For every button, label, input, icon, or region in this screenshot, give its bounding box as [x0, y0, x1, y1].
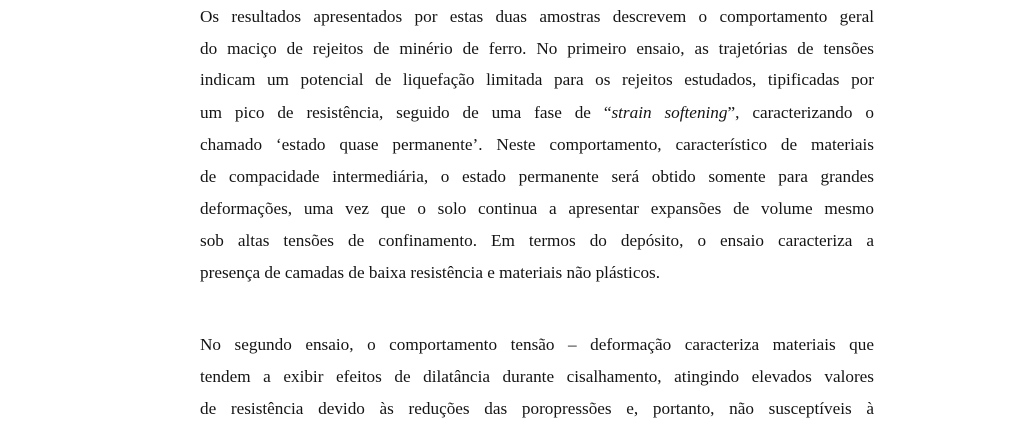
text-line: tendem a exibir efeitos de dilatância durante cisalhamento, atingindo elevados valores [200, 367, 874, 386]
text-line: chamado ‘estado quase permanente’. Neste comportamento, característico de materiais [200, 135, 874, 154]
text-line: Os resultados apresentados por estas duas amostras descrevem o comportamento geral [200, 7, 874, 26]
text-line: de resistência devido às reduções das poropressões e, portanto, não susceptíveis à [200, 399, 874, 418]
text-line: de compacidade intermediária, o estado permanente será obtido somente para grandes [200, 167, 874, 186]
italic-term: strain softening [611, 103, 728, 122]
text-line: do maciço de rejeitos de minério de ferro. No primeiro ensaio, as trajetórias de tensões [200, 39, 874, 58]
text-line: indicam um potencial de liquefação limitada para os rejeitos estudados, tipificadas por [200, 70, 874, 89]
text-line: sob altas tensões de confinamento. Em termos do depósito, o ensaio caracteriza a [200, 231, 874, 250]
text-line [200, 101, 874, 125]
text-line: deformações, uma vez que o solo continua a apresentar expansões de volume mesmo [200, 199, 874, 218]
text-line-last: presença de camadas de baixa resistência e materiais não plásticos. [200, 263, 661, 282]
text-segment: ”, caracterizando o [727, 103, 874, 122]
text-segment: um pico de resistência, seguido de uma fase de “ [200, 103, 612, 122]
text-line: No segundo ensaio, o comportamento tensão – deformação caracteriza materiais que [200, 335, 874, 354]
